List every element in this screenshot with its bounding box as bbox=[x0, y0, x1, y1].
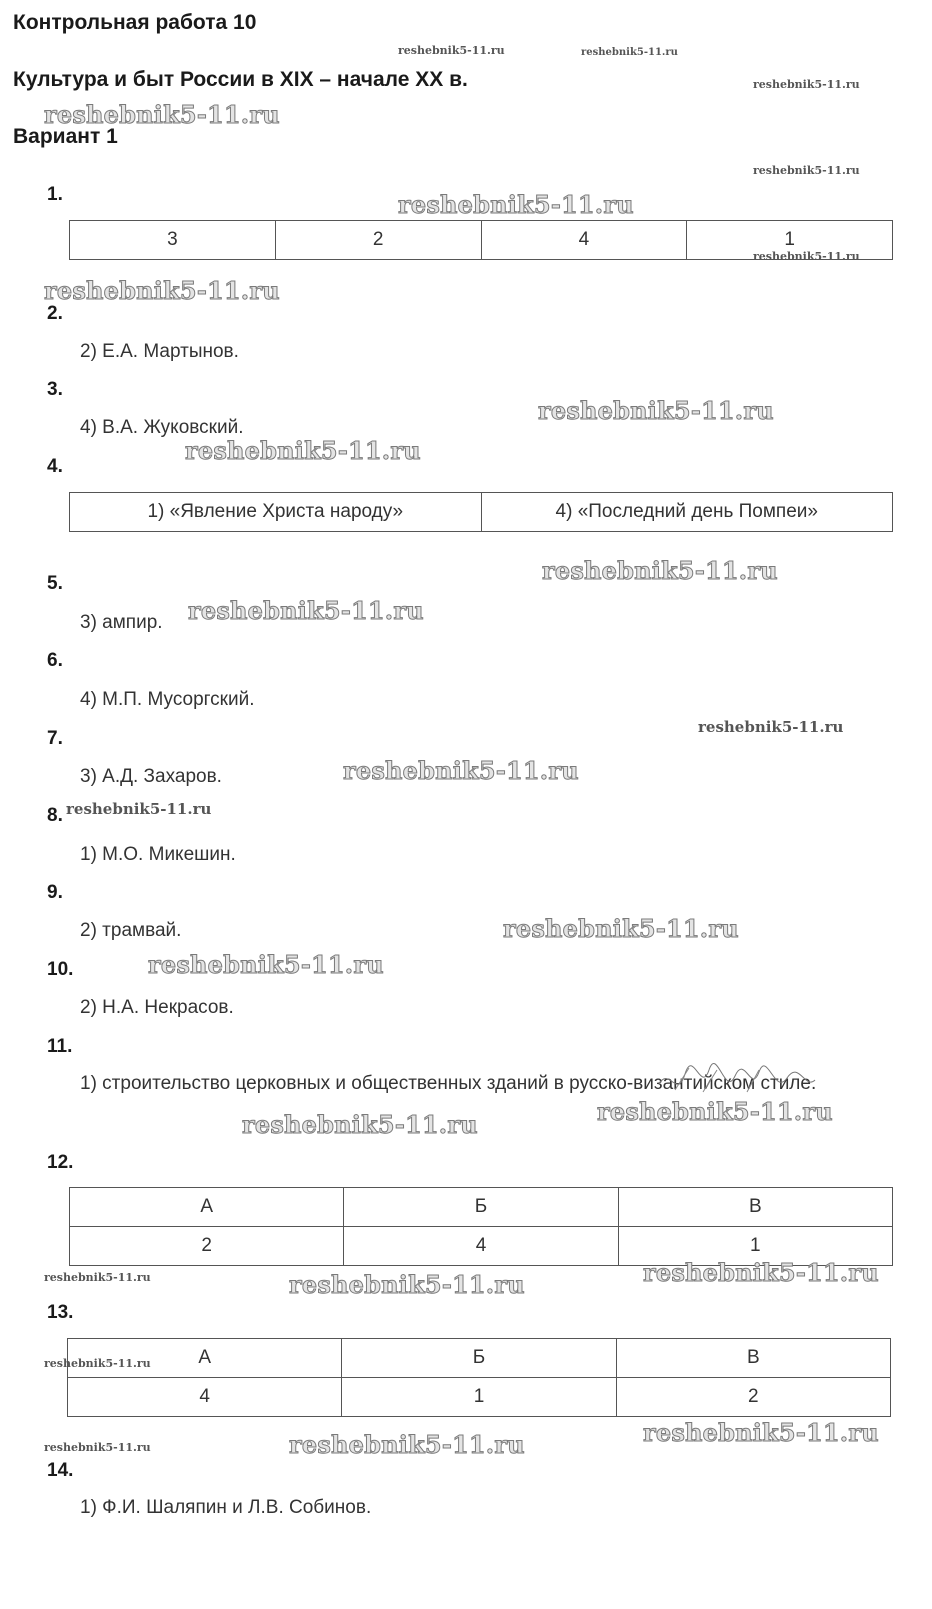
answer-text: 1) М.О. Микешин. bbox=[80, 844, 236, 865]
answer-text: 2) трамвай. bbox=[80, 920, 182, 941]
watermark: reshebnik5-11.ru bbox=[66, 800, 212, 818]
watermark: reshebnik5-11.ru bbox=[343, 756, 579, 785]
watermark: reshebnik5-11.ru bbox=[581, 47, 678, 58]
table-cell: 4) «Последний день Помпеи» bbox=[481, 493, 893, 532]
answer-text: 2) Н.А. Некрасов. bbox=[80, 997, 234, 1018]
watermark: reshebnik5-11.ru bbox=[148, 950, 384, 979]
table-cell: 1) «Явление Христа народу» bbox=[70, 493, 482, 532]
table-header-cell: В bbox=[618, 1188, 892, 1227]
watermark: reshebnik5-11.ru bbox=[44, 1357, 151, 1370]
watermark: reshebnik5-11.ru bbox=[289, 1270, 525, 1299]
question-number: 13. bbox=[47, 1302, 74, 1323]
table-header-cell: А bbox=[70, 1188, 344, 1227]
watermark: reshebnik5-11.ru bbox=[44, 1271, 151, 1284]
answer-text: 4) В.А. Жуковский. bbox=[80, 417, 244, 438]
table-cell: 4 bbox=[344, 1227, 618, 1266]
watermark: reshebnik5-11.ru bbox=[753, 250, 860, 263]
answer-table-q12 bbox=[69, 1187, 893, 1266]
scribble-mark bbox=[655, 1060, 825, 1110]
question-number: 8. bbox=[47, 805, 63, 826]
answer-text: 4) М.П. Мусоргский. bbox=[80, 689, 255, 710]
question-number: 14. bbox=[47, 1460, 74, 1481]
watermark: reshebnik5-11.ru bbox=[597, 1097, 833, 1126]
answer-text: 3) А.Д. Захаров. bbox=[80, 766, 222, 787]
watermark: reshebnik5-11.ru bbox=[185, 436, 421, 465]
watermark: reshebnik5-11.ru bbox=[44, 276, 280, 305]
watermark: reshebnik5-11.ru bbox=[643, 1258, 879, 1287]
watermark: reshebnik5-11.ru bbox=[398, 190, 634, 219]
table-header-cell: Б bbox=[342, 1339, 616, 1378]
question-number: 6. bbox=[47, 650, 63, 671]
table-cell: 4 bbox=[481, 221, 687, 260]
watermark: reshebnik5-11.ru bbox=[643, 1418, 879, 1447]
table-header-cell: А bbox=[68, 1339, 342, 1378]
watermark: reshebnik5-11.ru bbox=[398, 44, 505, 57]
watermark: reshebnik5-11.ru bbox=[44, 1441, 151, 1454]
question-number: 10. bbox=[47, 959, 74, 980]
question-number: 3. bbox=[47, 379, 63, 400]
answer-text: 3) ампир. bbox=[80, 612, 163, 633]
watermark: reshebnik5-11.ru bbox=[503, 914, 739, 943]
answer-table-q4 bbox=[69, 492, 893, 532]
answer-table-q13 bbox=[67, 1338, 891, 1417]
question-number: 4. bbox=[47, 456, 63, 477]
question-number: 7. bbox=[47, 728, 63, 749]
table-cell: 1 bbox=[618, 1227, 892, 1266]
watermark: reshebnik5-11.ru bbox=[753, 78, 860, 91]
table-cell: 2 bbox=[616, 1378, 890, 1417]
question-number: 11. bbox=[47, 1036, 73, 1057]
watermark: reshebnik5-11.ru bbox=[289, 1430, 525, 1459]
answer-text: 1) строительство церковных и общественных зданий в русско-византийском стиле. bbox=[80, 1073, 817, 1094]
question-number: 5. bbox=[47, 573, 63, 594]
answer-text: 2) Е.А. Мартынов. bbox=[80, 341, 239, 362]
watermark: reshebnik5-11.ru bbox=[542, 556, 778, 585]
question-number: 1. bbox=[47, 184, 63, 205]
table-cell: 1 bbox=[687, 221, 893, 260]
answer-text: 1) Ф.И. Шаляпин и Л.В. Собинов. bbox=[80, 1497, 372, 1518]
page-title: Контрольная работа 10 bbox=[13, 11, 257, 34]
question-number: 12. bbox=[47, 1152, 74, 1173]
variant-label: Вариант 1 bbox=[13, 125, 118, 148]
table-cell: 2 bbox=[70, 1227, 344, 1266]
question-number: 2. bbox=[47, 303, 63, 324]
watermark: reshebnik5-11.ru bbox=[44, 100, 280, 129]
watermark: reshebnik5-11.ru bbox=[753, 164, 860, 177]
question-number: 9. bbox=[47, 882, 63, 903]
watermark: reshebnik5-11.ru bbox=[698, 718, 844, 736]
table-header-cell: В bbox=[616, 1339, 890, 1378]
watermark: reshebnik5-11.ru bbox=[242, 1110, 478, 1139]
table-cell: 2 bbox=[275, 221, 481, 260]
watermark: reshebnik5-11.ru bbox=[188, 596, 424, 625]
table-cell: 1 bbox=[342, 1378, 616, 1417]
watermark: reshebnik5-11.ru bbox=[538, 396, 774, 425]
table-header-cell: Б bbox=[344, 1188, 618, 1227]
table-cell: 3 bbox=[70, 221, 276, 260]
table-cell: 4 bbox=[68, 1378, 342, 1417]
page-subtitle: Культура и быт России в XIX – начале XX в. bbox=[13, 68, 468, 91]
